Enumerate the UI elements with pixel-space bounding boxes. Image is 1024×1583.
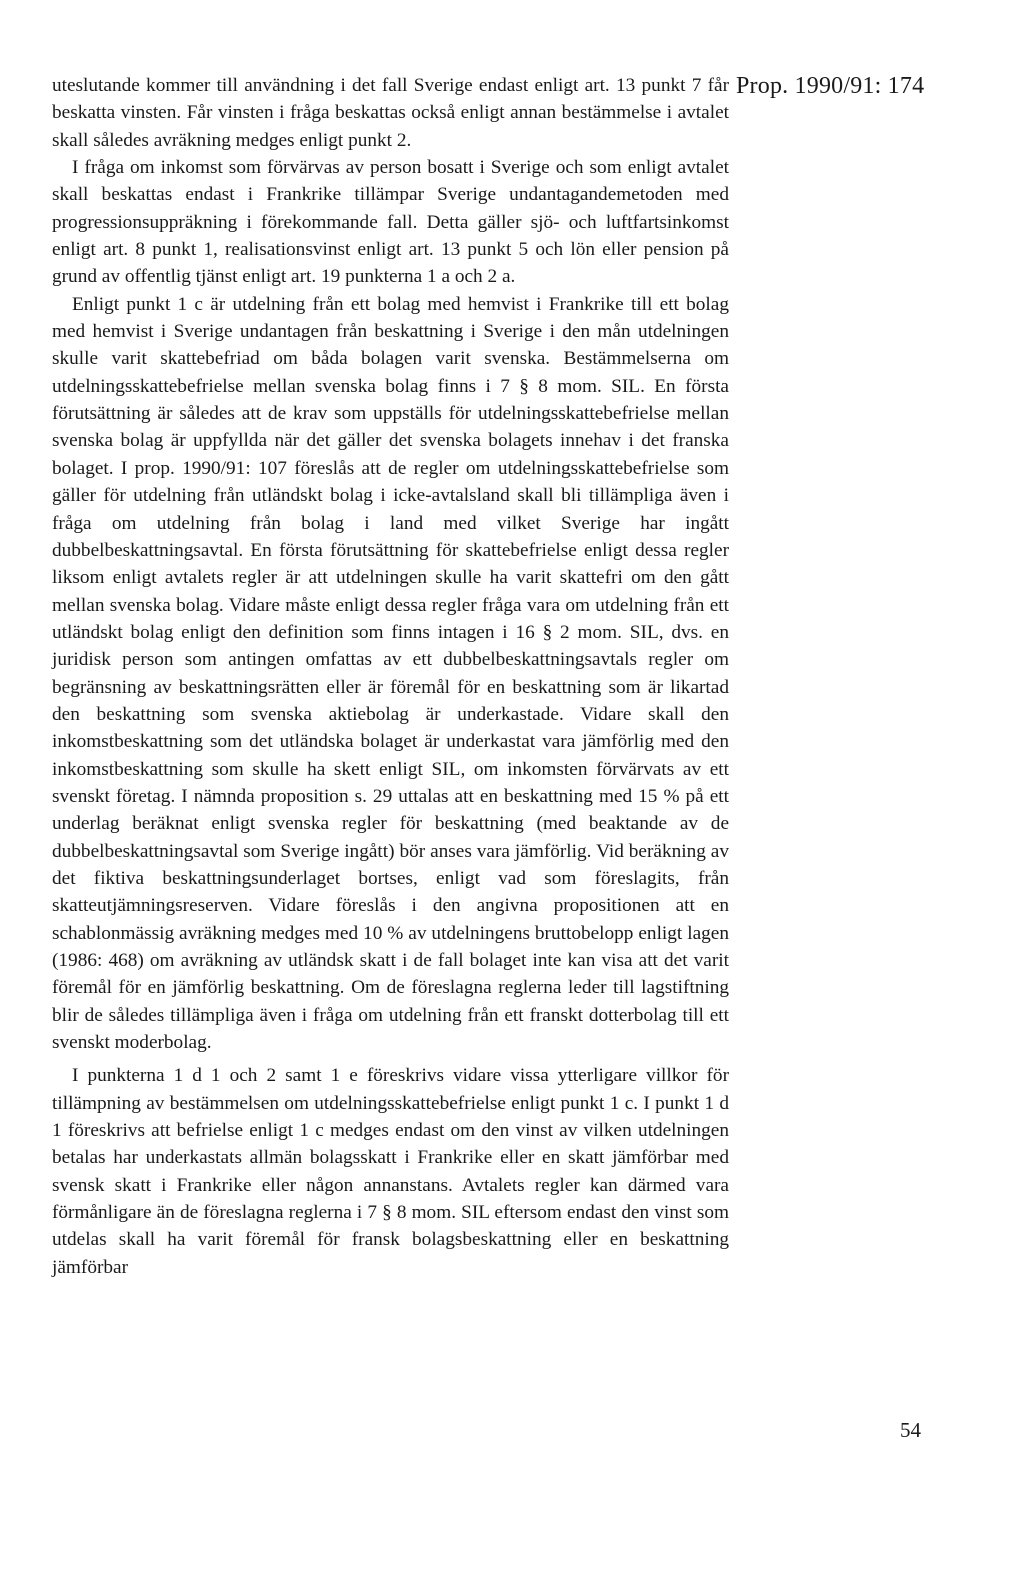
paragraph-1: uteslutande kommer till användning i det fall Sverige endast enligt art. 13 punkt 7 får beskatta vinsten. Får vinsten i fråga beskattas också enligt annan bestämmelse i avtalet skall således avräkning medges enligt punkt 2. (52, 75, 729, 151)
paragraph-4: I punkterna 1 d 1 och 2 samt 1 e föreskrivs vidare vissa ytterligare villkor för tillämpning av bestämmelsen om utdelningsskattebefrielse enligt punkt 1 c. I punkt 1 d 1 föreskrivs att befrielse enligt 1 c medges endast om den vinst av vilken utdelningen betalas har underkastats allmän bolagsskatt i Frankrike eller en skatt jämförbar med svensk skatt i Frankrike eller någon annanstans. Avtalets regler kan därmed vara förmånligare än de föreslagna reglerna i 7 § 8 mom. SIL eftersom endast den vinst som utdelas skall ha varit föremål för fransk bolagsbeskattning eller en beskattning jämförbar (52, 1065, 729, 1278)
paragraph-2: I fråga om inkomst som förvärvas av person bosatt i Sverige och som enligt avtalet skall beskattas endast i Frankrike tillämpar Sverige undantagandemetoden med progressionsuppräkning i förekommande fall. Detta gäller sjö- och luftfartsinkomst enligt art. 8 punkt 1, realisationsvinst enligt art. 13 punkt 5 och lön eller pension på grund av offentlig tjänst enligt art. 19 punkterna 1 a och 2 a. (52, 157, 729, 288)
paragraph-3: Enligt punkt 1 c är utdelning från ett bolag med hemvist i Frankrike till ett bolag med hemvist i Sverige undantagen från beskattning i Sverige i den mån utdelningen skulle varit skattebefriad om båda bolagen varit svenska. Bestämmelserna om utdelningsskattebefrielse mellan svenska bolag finns i 7 § 8 mom. SIL. En första förutsättning är således att de krav som uppställs för utdelningsskattebefrielse mellan svenska bolag är uppfyllda när det gäller det svenska bolagets innehav i det franska bolaget. I prop. 1990/91: 107 föreslås att de regler om utdelningsskattebefrielse som gäller för utdelning från utländskt bolag i icke-avtalsland skall bli tillämpliga även i fråga om utdelning från bolag i land med vilket Sverige har ingått dubbelbeskattningsavtal. En första förutsättning för skattebefrielse enligt dessa regler liksom enligt avtalets regler är att utdelningen skulle ha varit skattefri om den gått mellan svenska bolag. Vidare måste enligt dessa regler fråga vara om utdelning från ett utländskt bolag enligt den definition som finns intagen i 16 § 2 mom. SIL, dvs. en juridisk person som antingen omfattas av ett dubbelbeskattningsavtals regler om begränsning av beskattningsrätten eller är föremål för en beskattning som är likartad den beskattning som svenska aktiebolag är underkastade. Vidare skall den inkomstbeskattning som det utländska bolaget är underkastat vara jämförlig med den inkomstbeskattning som skulle ha skett enligt SIL, om inkomsten förvärvats av ett svenskt företag. I nämnda proposition s. 29 uttalas att en beskattning med 15 % på ett underlag beräknat enligt svenska regler för beskattning (med beaktande av de dubbelbeskattningsavtal som Sverige ingått) bör anses vara jämförlig. Vid beräkning av det fiktiva beskattningsunderlaget bortses, enligt vad som föreslagits, från skatteutjämningsreserven. Vidare föreslås i den angivna propositionen att en schablonmässig avräkning medges med 10 % av utdelningens bruttobelopp enligt lagen (1986: 468) om avräkning av utländsk skatt i de fall bolaget inte kan visa att det varit föremål för en jämförlig beskattning. Om de föreslagna reglerna leder till lagstiftning blir de således tillämpliga även i fråga om utdelning från ett franskt dotterbolag till ett svenskt moderbolag. (52, 293, 729, 1054)
running-head: Prop. 1990/91: 174 (736, 73, 925, 99)
body-text (52, 72, 729, 1281)
page-number: 54 (900, 1418, 921, 1442)
